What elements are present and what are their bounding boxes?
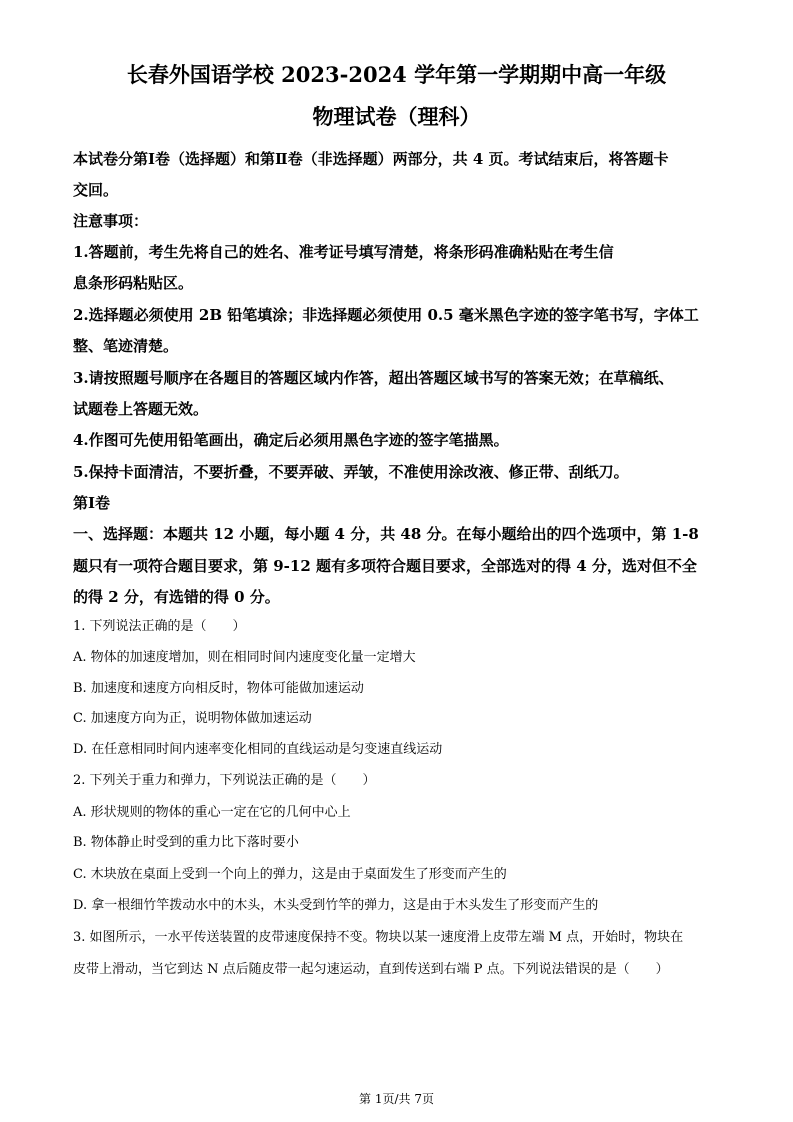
question-2-stem: 2. 下列关于重力和弹力，下列说法正确的是（ ） (73, 773, 376, 788)
note-item-3-cont: 试题卷上答题无效。 (73, 400, 209, 418)
section-instructions-end: 的得 2 分，有选错的得 0 分。 (73, 588, 280, 606)
question-1-option-b: B. 加速度和速度方向相反时，物体可能做加速运动 (73, 681, 364, 696)
volume-heading: 第Ⅰ卷 (73, 494, 111, 512)
question-3-stem-cont: 皮带上滑动，当它到达 N 点后随皮带一起匀速运动，直到传送到右端 P 点。下列说法错误的是（ ） (73, 962, 669, 977)
exam-subtitle: 物理试卷（理科） (312, 104, 481, 129)
question-1-stem: 1. 下列说法正确的是（ ） (73, 619, 246, 634)
question-3-stem: 3. 如图所示，一水平传送装置的皮带速度保持不变。物块以某一速度滑上皮带左端 M 点，开始时，物块在 (73, 930, 684, 945)
question-2-option-d: D. 拿一根细竹竿拨动水中的木头，木头受到竹竿的弹力，这是由于木头发生了形变而产生的 (73, 898, 599, 913)
note-item-2-cont: 整、笔迹清楚。 (73, 337, 179, 355)
note-item-1-cont: 息条形码粘贴区。 (73, 274, 194, 292)
section-instructions: 一、选择题：本题共 12 小题，每小题 4 分，共 48 分。在每小题给出的四个选项中，第 1-8 (73, 525, 699, 543)
question-2-option-b: B. 物体静止时受到的重力比下落时要小 (73, 835, 299, 850)
question-2-option-a: A. 形状规则的物体的重心一定在它的几何中心上 (73, 805, 351, 820)
question-1-option-d: D. 在任意相同时间内速率变化相同的直线运动是匀变速直线运动 (73, 742, 443, 757)
question-1-option-a: A. 物体的加速度增加，则在相同时间内速度变化量一定增大 (73, 650, 416, 665)
intro-text-cont: 交回。 (73, 181, 119, 199)
note-item-2: 2.选择题必须使用 2B 铅笔填涂；非选择题必须使用 0.5 毫米黑色字迹的签字笔书写，字体工 (73, 306, 699, 324)
intro-text: 本试卷分第Ⅰ卷（选择题）和第Ⅱ卷（非选择题）两部分，共 4 页。考试结束后，将答题卡 (73, 150, 669, 168)
question-2-option-c: C. 木块放在桌面上受到一个向上的弹力，这是由于桌面发生了形变而产生的 (73, 867, 507, 882)
page-number: 第 1页/共 7页 (359, 1092, 434, 1106)
note-item-5: 5.保持卡面清洁，不要折叠，不要弄破、弄皱，不准使用涂改液、修正带、刮纸刀。 (73, 463, 629, 481)
question-1-option-c: C. 加速度方向为正，说明物体做加速运动 (73, 711, 312, 726)
note-item-1: 1.答题前，考生先将自己的姓名、准考证号填写清楚，将条形码准确粘贴在考生信 (73, 243, 614, 261)
notes-heading: 注意事项： (73, 212, 149, 230)
exam-title: 长春外国语学校 2023-2024 学年第一学期期中高一年级 (126, 62, 667, 87)
section-instructions-cont: 题只有一项符合题目要求，第 9-12 题有多项符合题目要求，全部选对的得 4 分，选对但不全 (73, 557, 697, 575)
note-item-4: 4.作图可先使用铅笔画出，确定后必须用黑色字迹的签字笔描黑。 (73, 431, 509, 449)
note-item-3: 3.请按照题号顺序在各题目的答题区域内作答，超出答题区域书写的答案无效；在草稿纸、 (73, 369, 674, 387)
